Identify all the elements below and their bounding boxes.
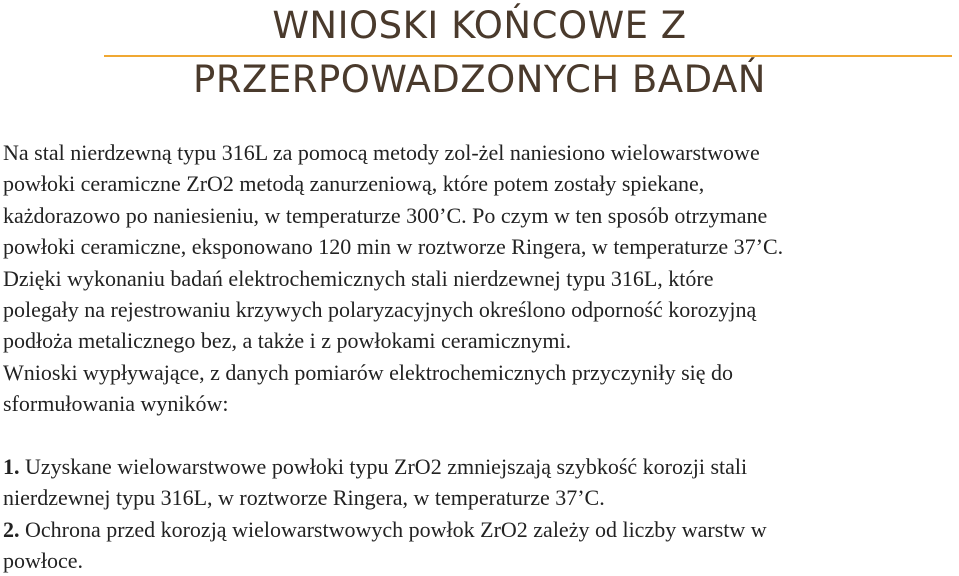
- title-line-1: WNIOSKI KOŃCOWE Z: [272, 4, 687, 47]
- finding-2-number: 2.: [3, 516, 20, 542]
- finding-2-line-cont: powłoce.: [3, 548, 84, 574]
- paragraph2-line: Wnioski wypływające, z danych pomiarów elektrochemicznych przyczyniły się do: [3, 359, 734, 385]
- paragraph1-line: każdorazowo po naniesieniu, w temperaturze 300’C. Po czym w ten sposób otrzymane: [3, 202, 768, 228]
- finding-1-number: 1.: [3, 453, 20, 479]
- paragraph1-line: Dzięki wykonaniu badań elektrochemicznych stali nierdzewnej typu 316L, które: [3, 265, 714, 291]
- paragraph1-line: polegały na rejestrowaniu krzywych polaryzacyjnych określono odporność korozyjną: [3, 296, 757, 322]
- conclusions-body: [3, 137, 953, 576]
- finding-1-line-cont: nierdzewnej typu 316L, w roztworze Ringera, w temperaturze 37’C.: [3, 485, 605, 511]
- finding-2-text: Ochrona przed korozją wielowarstwowych powłok ZrO2 zależy od liczby warstw w: [19, 516, 767, 542]
- finding-2-line: [3, 514, 953, 545]
- title-line-2: PRZERPOWADZONYCH BADAŃ: [193, 58, 766, 101]
- paragraph1-line: powłoki ceramiczne ZrO2 metodą zanurzeniową, które potem zostały spiekane,: [3, 171, 705, 197]
- paragraph1-line: powłoki ceramiczne, eksponowano 120 min w roztworze Ringera, w temperaturze 37’C.: [3, 234, 784, 260]
- title-divider: [104, 55, 952, 57]
- finding-1-line: [3, 451, 953, 482]
- finding-1-text: Uzyskane wielowarstwowe powłoki typu ZrO2 zmniejszają szybkość korozji stali: [19, 453, 748, 479]
- blank-line: [3, 420, 953, 451]
- paragraph2-line: sformułowania wyników:: [3, 391, 229, 417]
- paragraph1-line: Na stal nierdzewną typu 316L za pomocą metody zol-żel naniesiono wielowarstwowe: [3, 140, 760, 165]
- slide-title: [0, 0, 959, 110]
- paragraph1-line: podłoża metalicznego bez, a także i z powłokami ceramicznymi.: [3, 328, 572, 354]
